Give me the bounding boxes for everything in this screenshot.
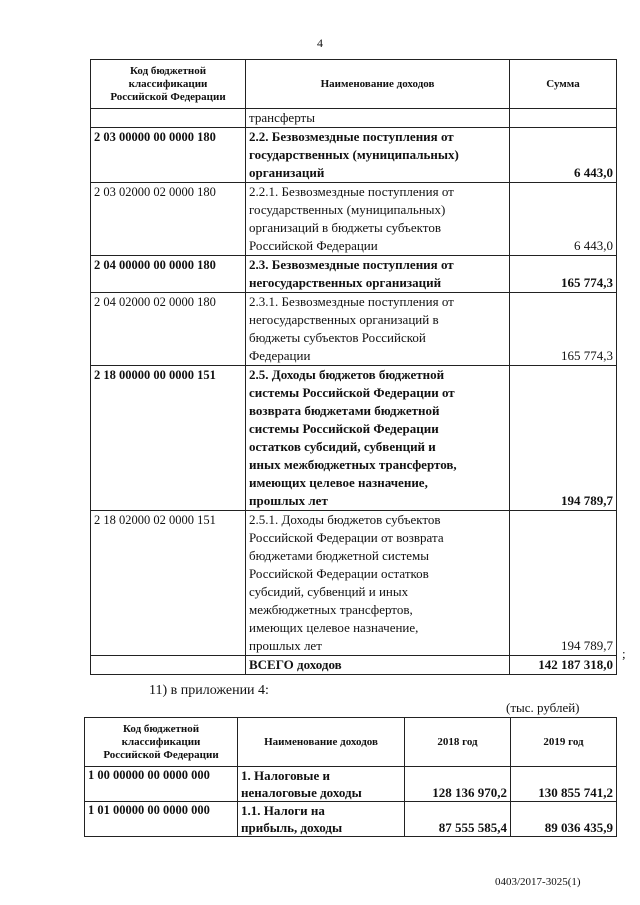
revenue-sum: 6 443,0 — [510, 128, 617, 183]
revenue-name-line: 2.3.1. Безвозмездные поступления от — [249, 294, 454, 309]
revenue-name-line: Российской Федерации — [249, 238, 378, 253]
budget-code: 2 18 00000 00 0000 151 — [91, 366, 246, 511]
revenue-name — [246, 128, 510, 183]
revenue-name-line: системы Российской Федерации от — [249, 385, 455, 400]
table-row — [91, 366, 617, 511]
amount-2019: 130 855 741,2 — [511, 767, 617, 802]
revenue-name — [246, 256, 510, 293]
revenue-name-line: 2.2. Безвозмездные поступления от — [249, 129, 454, 144]
revenue-name — [246, 183, 510, 256]
revenue-name-line: 1. Налоговые и — [241, 768, 330, 783]
total-label: ВСЕГО доходов — [246, 656, 510, 675]
revenue-name-line: бюджетами бюджетной системы — [249, 548, 430, 563]
table-row — [85, 767, 617, 802]
revenue-name — [246, 293, 510, 366]
revenue-sum: 194 789,7 — [510, 511, 617, 656]
document-code: 0403/2017-3025(1) — [495, 876, 581, 888]
budget-code: 2 04 00000 00 0000 180 — [91, 256, 246, 293]
table-row — [91, 293, 617, 366]
revenue-name-line: межбюджетных трансфертов, — [249, 602, 413, 617]
revenue-sum: 165 774,3 — [510, 293, 617, 366]
header-2019: 2019 год — [511, 718, 617, 767]
amount-2019: 89 036 435,9 — [511, 802, 617, 837]
revenue-name-line: негосударственных организаций — [249, 275, 442, 290]
revenue-name-line: иных межбюджетных трансфертов, — [249, 457, 457, 472]
header-2018: 2018 год — [405, 718, 511, 767]
budget-code: 2 03 00000 00 0000 180 — [91, 128, 246, 183]
header-name: Наименование доходов — [238, 718, 405, 767]
total-sum: 142 187 318,0 — [510, 656, 617, 675]
revenue-name-line: 2.2.1. Безвозмездные поступления от — [249, 184, 454, 199]
revenue-name-line: субсидий, субвенций и иных — [249, 584, 409, 599]
header-sum: Сумма — [510, 60, 617, 109]
units-label: (тыс. рублей) — [506, 700, 580, 715]
table-row — [91, 256, 617, 293]
continuation-row — [91, 109, 617, 128]
revenue-sum: 165 774,3 — [510, 256, 617, 293]
revenue-name-line: бюджеты субъектов Российской — [249, 330, 426, 345]
budget-code: 2 18 02000 02 0000 151 — [91, 511, 246, 656]
revenue-table — [90, 59, 617, 675]
table-row — [91, 183, 617, 256]
revenue-name-line: государственных (муниципальных) — [249, 147, 459, 162]
revenue-name — [238, 767, 405, 802]
revenue-name-line: системы Российской Федерации — [249, 421, 439, 436]
revenue-name-line: имеющих целевое назначение, — [249, 475, 428, 490]
budget-code: 2 04 02000 02 0000 180 — [91, 293, 246, 366]
revenue-name-line: прошлых лет — [249, 638, 322, 653]
budget-code: 1 00 00000 00 0000 000 — [85, 767, 238, 802]
appendix4-table — [84, 717, 617, 837]
page-number: 4 — [317, 36, 323, 50]
header-name: Наименование доходов — [246, 60, 510, 109]
revenue-name-line: прошлых лет — [249, 493, 328, 508]
header-code: Код бюджетной классификации Российской Федерации — [91, 60, 246, 109]
revenue-name-line: организаций — [249, 165, 325, 180]
revenue-name-line: имеющих целевое назначение, — [249, 620, 419, 635]
revenue-name-line: возврата бюджетами бюджетной — [249, 403, 440, 418]
revenue-name-line: Российской Федерации от возврата — [249, 530, 444, 545]
revenue-name — [246, 366, 510, 511]
budget-code: 1 01 00000 00 0000 000 — [85, 802, 238, 837]
revenue-name-line: государственных (муниципальных) — [249, 202, 446, 217]
budget-code: 2 03 02000 02 0000 180 — [91, 183, 246, 256]
amount-2018: 87 555 585,4 — [405, 802, 511, 837]
table-row — [91, 128, 617, 183]
revenue-name-line: 2.3. Безвозмездные поступления от — [249, 257, 454, 272]
table-row — [91, 511, 617, 656]
revenue-name-line: прибыль, доходы — [241, 820, 343, 835]
revenue-name-line: Российской Федерации остатков — [249, 566, 429, 581]
header-code: Код бюджетной классификации Российской Федерации — [85, 718, 238, 767]
appendix-intro: 11) в приложении 4: — [149, 683, 269, 698]
table-row — [85, 802, 617, 837]
revenue-name-line: негосударственных организаций в — [249, 312, 439, 327]
trailing-semicolon: ; — [622, 646, 626, 661]
revenue-sum: 6 443,0 — [510, 183, 617, 256]
revenue-name-line: 2.5.1. Доходы бюджетов субъектов — [249, 512, 441, 527]
continuation-text: трансферты — [246, 109, 510, 128]
revenue-name-line: организаций в бюджеты субъектов — [249, 220, 441, 235]
revenue-name-line: неналоговые доходы — [241, 785, 362, 800]
revenue-name — [238, 802, 405, 837]
revenue-name — [246, 511, 510, 656]
revenue-name-line: остатков субсидий, субвенций и — [249, 439, 436, 454]
revenue-name-line: 2.5. Доходы бюджетов бюджетной — [249, 367, 445, 382]
revenue-name-line: 1.1. Налоги на — [241, 803, 325, 818]
total-row — [91, 656, 617, 675]
revenue-name-line: Федерации — [249, 348, 311, 363]
table-header-row — [85, 718, 617, 767]
amount-2018: 128 136 970,2 — [405, 767, 511, 802]
revenue-sum: 194 789,7 — [510, 366, 617, 511]
table-header-row — [91, 60, 617, 109]
